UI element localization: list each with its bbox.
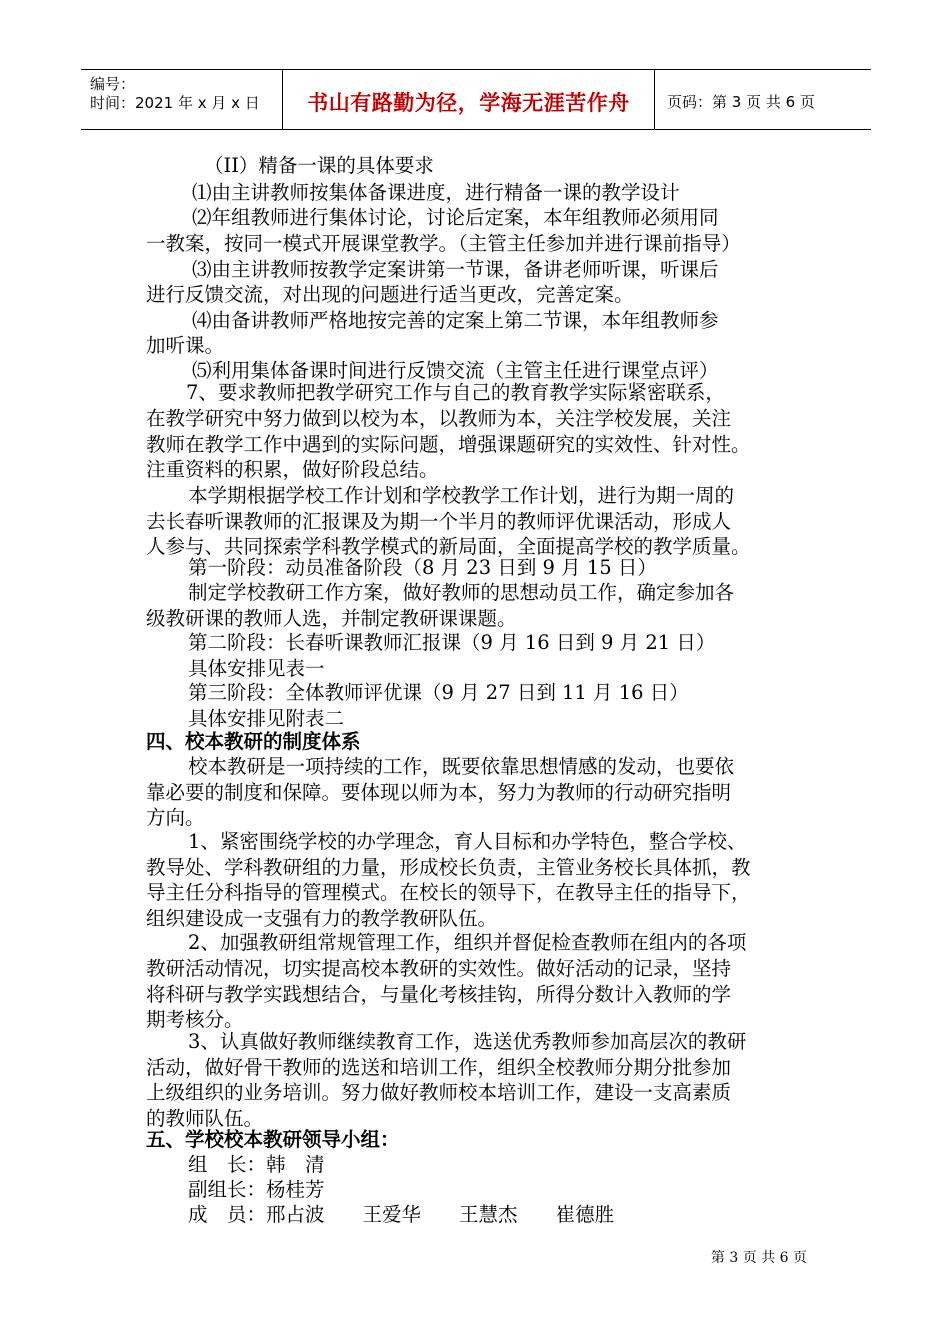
paragraph-line: 具体安排见附表二 (188, 707, 345, 730)
paragraph-line: 组织建设成一支强有力的教学教研队伍。 (146, 907, 498, 930)
paragraph-line: 制定学校教研工作方案，做好教师的思想动员工作，确定参加各 (188, 581, 735, 604)
paragraph-line: 将科研与教学实践想结合，与量化考核挂钩，所得分数计入教师的学 (146, 983, 732, 1006)
paragraph-line: 注重资料的积累，做好阶段总结。 (146, 458, 439, 481)
paragraph-line: 进行反馈交流，对出现的问题进行适当更改，完善定案。 (146, 283, 634, 306)
paragraph-line: 加听课。 (146, 334, 225, 357)
paragraph-line: 活动，做好骨干教师的选送和培训工作，组织全校教师分期分批参加 (146, 1056, 732, 1079)
member-name: 崔德胜 (555, 1203, 615, 1226)
paragraph-line: 3、认真做好教师继续教育工作，选送优秀教师参加高层次的教研 (188, 1030, 747, 1053)
paragraph-line: 在教学研究中努力做到以校为本，以教师为本，关注学校发展，关注 (146, 407, 732, 430)
paragraph-line: 级教研课的教师人选，并制定教研课课题。 (146, 607, 517, 630)
page-header (81, 69, 871, 130)
paragraph-line: 一教案，按同一模式开展课堂教学。（主管主任参加并进行课前指导） (146, 232, 741, 255)
paragraph-line: 期考核分。 (146, 1008, 244, 1031)
paragraph-line: ⑷由备讲教师严格地按完善的定案上第二节课，本年组教师参 (192, 309, 719, 332)
group-leader: 组 长：韩 清 (188, 1153, 325, 1176)
motto: 书山有路勤为径，学海无涯苦作舟 (307, 91, 630, 115)
paragraph-line: 教研活动情况，切实提高校本教研的实效性。做好活动的记录，坚持 (146, 957, 732, 980)
paragraph-line: 教师在教学工作中遇到的实际问题，增强课题研究的实效性、针对性。 (146, 433, 751, 456)
paragraph-line: 第三阶段：全体教师评优课（9 月 27 日到 11 月 16 日） (188, 681, 689, 704)
member-name: 王爱华 (362, 1203, 422, 1226)
member-name: 邢占波 (266, 1203, 325, 1226)
paragraph-line: 具体安排见表一 (188, 657, 325, 680)
section-heading: 五、学校校本教研领导小组： (146, 1128, 400, 1151)
header-page-cell (655, 70, 871, 129)
member-name: 王慧杰 (459, 1203, 518, 1226)
paragraph-line: 1、紧密围绕学校的办学理念，育人目标和办学特色，整合学校、 (188, 830, 747, 853)
paragraph-line: 7、要求教师把教学研究工作与自己的教育教学实际紧密联系， (186, 381, 725, 404)
paragraph-line: 第一阶段：动员准备阶段（8 月 23 日到 9 月 15 日） (188, 556, 657, 579)
paragraph-line: ⑵年组教师进行集体讨论，讨论后定案，本年组教师必须用同 (192, 206, 719, 229)
paragraph-line: 2、加强教研组常规管理工作，组织并督促检查教师在组内的各项 (188, 931, 747, 954)
group-members (188, 1202, 614, 1228)
header-info-cell (81, 70, 283, 129)
header-motto-cell (283, 70, 655, 129)
footer-page-info: 第 3 页 共 6 页 (710, 1250, 807, 1266)
paragraph-line: 的教师队伍。 (146, 1107, 264, 1130)
subheading: （II）精备一课的具体要求 (204, 154, 434, 177)
members-label: 成 员： (188, 1203, 267, 1226)
section-heading: 四、校本教研的制度体系 (146, 730, 361, 753)
time-label: 时间：2021 年 x 月 x 日 (90, 94, 260, 112)
paragraph-line: ⑶由主讲教师按教学定案讲第一节课，备讲老师听课，听课后 (192, 258, 719, 281)
header-page-info: 页码：第 3 页 共 6 页 (667, 93, 815, 111)
paragraph-line: 导主任分科指导的管理模式。在校长的领导下，在教导主任的指导下， (146, 881, 751, 904)
paragraph-line: 教导处、学科教研组的力量，形成校长负责，主管业务校长具体抓，教 (146, 856, 751, 879)
paragraph-line: ⑴由主讲教师按集体备课进度，进行精备一课的教学设计 (192, 181, 680, 204)
paragraph-line: ⑸利用集体备课时间进行反馈交流（主管主任进行课堂点评） (192, 359, 719, 382)
paragraph-line: 人参与、共同探索学科教学模式的新局面，全面提高学校的教学质量。 (146, 535, 751, 558)
number-label: 编号： (90, 75, 136, 93)
paragraph-line: 靠必要的制度和保障。要体现以师为本，努力为教师的行动研究指明 (146, 781, 732, 804)
paragraph-line: 校本教研是一项持续的工作，既要依靠思想情感的发动，也要依 (188, 755, 735, 778)
paragraph-line: 方向。 (146, 806, 205, 829)
paragraph-line: 第二阶段：长春听课教师汇报课（9 月 16 日到 9 月 21 日） (188, 631, 716, 654)
paragraph-line: 本学期根据学校工作计划和学校教学工作计划，进行为期一周的 (188, 484, 735, 507)
group-vice-leader: 副组长：杨桂芳 (188, 1178, 325, 1201)
paragraph-line: 上级组织的业务培训。努力做好教师校本培训工作，建设一支高素质 (146, 1081, 732, 1104)
paragraph-line: 去长春听课教师的汇报课及为期一个半月的教师评优课活动，形成人 (146, 510, 732, 533)
